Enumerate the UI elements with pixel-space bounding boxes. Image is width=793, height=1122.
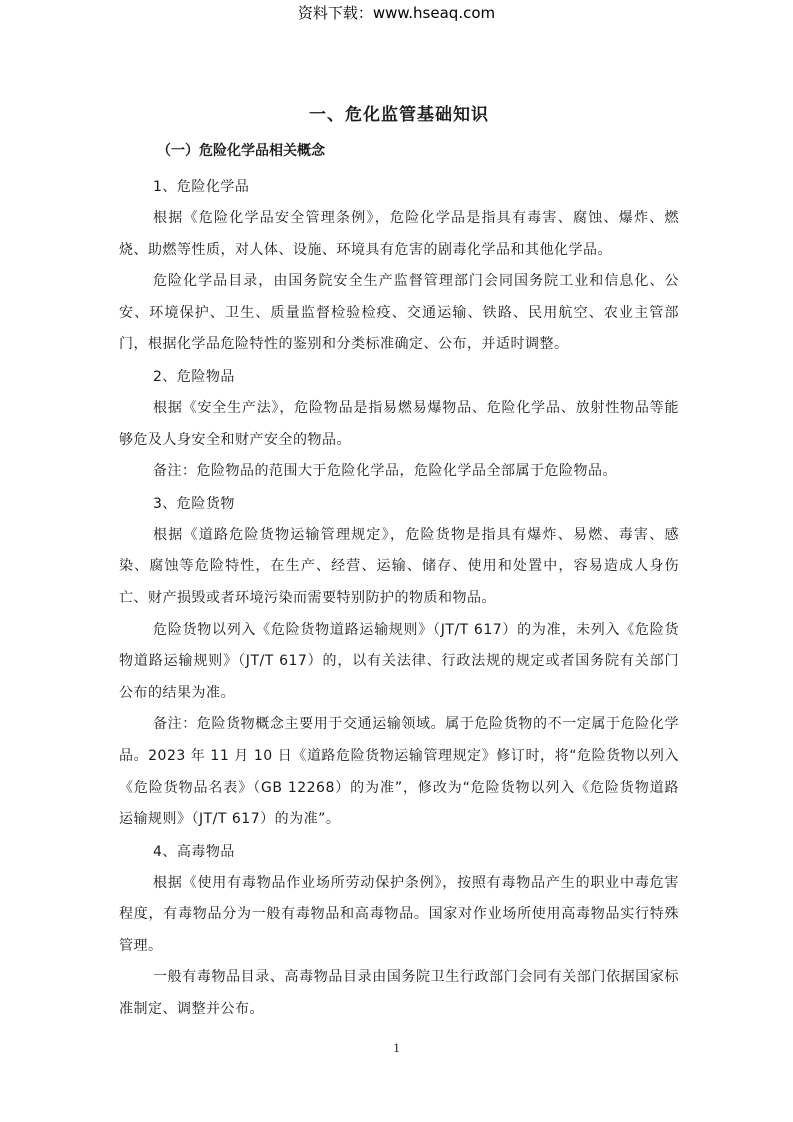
subsection-heading: 3、危险货物 xyxy=(153,495,235,512)
subsection-heading: 1、危险化学品 xyxy=(153,179,250,195)
subsection-heading: 2、危险物品 xyxy=(153,368,235,385)
document-body xyxy=(119,100,679,1026)
paragraph: 根据《道路危险货物运输管理规定》，危险货物是指具有爆炸、易燃、毒害、感染、腐蚀等危险特性，在生产、经营、运输、储存、使用和处置中，容易造成人身伤亡、财产损毁或者环境污染而需要特别防护的物质和物品。 xyxy=(119,526,679,606)
paragraph: 一般有毒物品目录、高毒物品目录由国务院卫生行政部门会同有关部门依据国家标准制定、调整并公布。 xyxy=(119,969,679,1018)
subsection-heading: 4、高毒物品 xyxy=(153,843,235,860)
document-title: 一、危化监管基础知识 xyxy=(309,105,489,125)
paragraph: 根据《安全生产法》，危险物品是指易燃易爆物品、危险化学品、放射性物品等能够危及人身安全和财产安全的物品。 xyxy=(119,399,679,448)
watermark-text: 资料下载：www.hseaq.com xyxy=(297,4,496,22)
paragraph: 危险化学品目录，由国务院安全生产监督管理部门会同国务院工业和信息化、公安、环境保护、卫生、质量监督检验检疫、交通运输、铁路、民用航空、农业主管部门，根据化学品危险特性的鉴别和分类标准确定、公布，并适时调整。 xyxy=(119,273,679,353)
section-heading: （一）危险化学品相关概念 xyxy=(157,143,325,159)
paragraph: 根据《危险化学品安全管理条例》，危险化学品是指具有毒害、腐蚀、爆炸、燃烧、助燃等性质，对人体、设施、环境具有危害的剧毒化学品和其他化学品。 xyxy=(119,210,679,258)
paragraph: 危险货物以列入《危险货物道路运输规则》（JT/T 617）的为准，未列入《危险货物道路运输规则》（JT/T 617）的，以有关法律、行政法规的规定或者国务院有关部门公布的结果为准。 xyxy=(119,621,679,701)
paragraph: 根据《使用有毒物品作业场所劳动保护条例》，按照有毒物品产生的职业中毒危害程度，有毒物品分为一般有毒物品和高毒物品。国家对作业场所使用高毒物品实行特殊管理。 xyxy=(119,874,679,954)
note-paragraph: 备注：危险货物概念主要用于交通运输领域。属于危险货物的不一定属于危险化学品。2023 年 11 月 10 日《道路危险货物运输管理规定》修订时，将“危险货物以列入《危险货物品名表》（GB 12268）的为准”，修改为“危险货物以列入《危险货物道路运输规则》（JT/T 617）的为准”。 xyxy=(119,716,679,828)
note-paragraph: 备注：危险物品的范围大于危险化学品，危险化学品全部属于危险物品。 xyxy=(153,463,617,480)
page-number: 1 xyxy=(393,1040,400,1055)
